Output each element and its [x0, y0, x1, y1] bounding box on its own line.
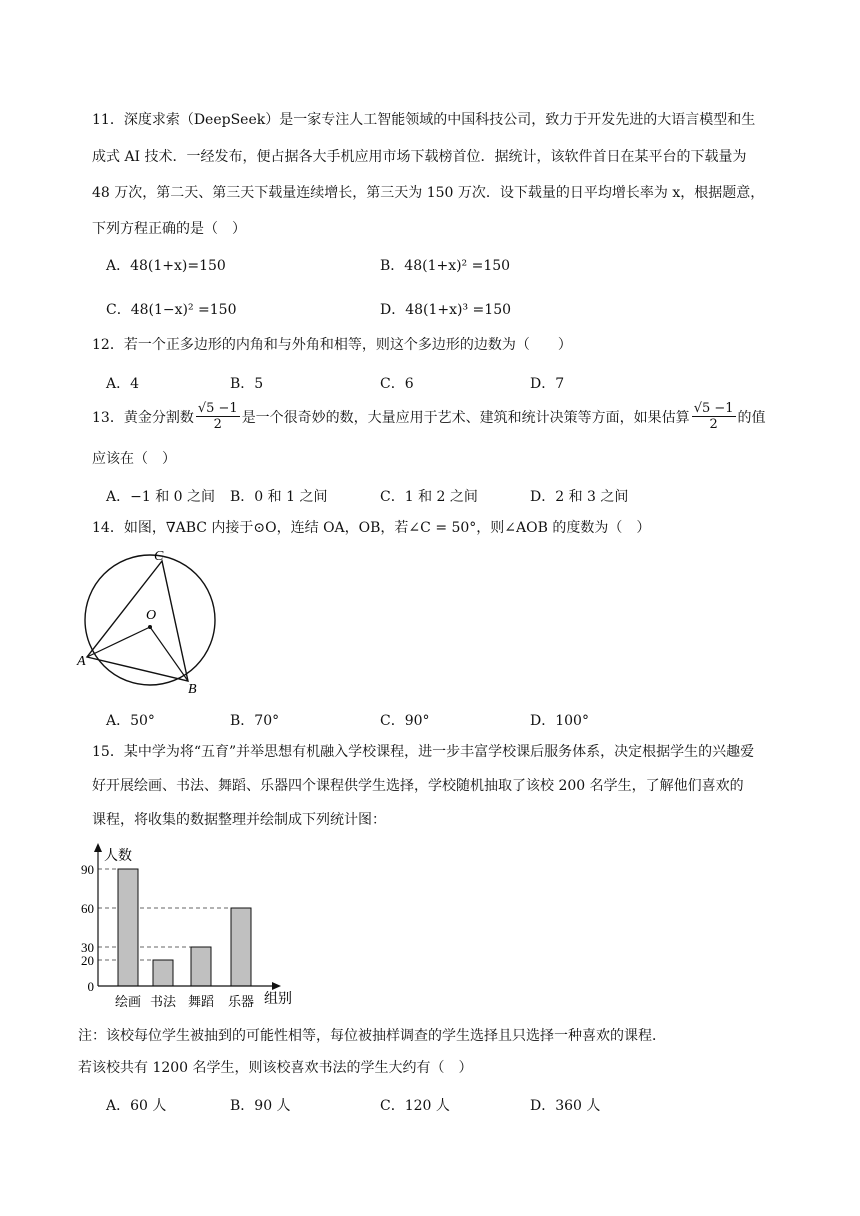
- q13-option-b[interactable]: B．0 和 1 之间: [230, 489, 328, 505]
- q14-option-a[interactable]: A．50°: [106, 713, 155, 729]
- fraction-numerator-2: √5 −1: [693, 401, 734, 416]
- center-point: [148, 625, 152, 629]
- q13-prefix: 13．黄金分割数: [92, 409, 194, 426]
- label-b: B: [188, 682, 197, 697]
- bar-chart: [74, 840, 314, 1010]
- bar-2: [191, 947, 211, 986]
- q14-option-d[interactable]: D．100°: [530, 713, 589, 729]
- q12-option-c[interactable]: C．6: [380, 376, 414, 392]
- q15-option-b[interactable]: B．90 人: [230, 1098, 291, 1114]
- y-axis-label: 人数: [104, 849, 132, 864]
- q14-option-b[interactable]: B．70°: [230, 713, 280, 729]
- q15-line1: 15．某中学为将“五育”并举思想有机融入学校课程，进一步丰富学校课后服务体系，决定根据学生的兴趣爱: [92, 744, 755, 760]
- x-tick-label-0: 绘画: [114, 994, 142, 1009]
- bar-0: [118, 869, 138, 986]
- q15-question: 若该校共有 1200 名学生，则该校喜欢书法的学生大约有（ ）: [78, 1060, 473, 1076]
- q12-option-b[interactable]: B．5: [230, 376, 264, 392]
- fraction-denominator-2: 2: [709, 417, 718, 432]
- chart-bars: [118, 869, 251, 986]
- q15-line3: 课程，将收集的数据整理并绘制成下列统计图：: [92, 812, 386, 828]
- q12-option-a[interactable]: A．4: [106, 376, 140, 392]
- q11-line4: 下列方程正确的是（ ）: [92, 221, 246, 237]
- q11-line3: 48 万次，第二天、第三天下载量连续增长，第三天为 150 万次．设下载量的日平均增长率为 x，根据题意，: [92, 185, 765, 201]
- x-tick-label-1: 书法: [149, 994, 177, 1009]
- label-c: C: [154, 549, 164, 564]
- q14-stem: 14．如图，∇ABC 内接于⊙O，连结 OA，OB，若∠C = 50°，则∠AOB 的度数为（ ）: [92, 520, 651, 536]
- q11-option-d[interactable]: D．48(1+x)³ =150: [380, 302, 512, 318]
- bar-1: [153, 960, 173, 986]
- fraction-denominator: 2: [213, 417, 222, 432]
- q15-option-c[interactable]: C．120 人: [380, 1098, 450, 1114]
- q13-line1: [92, 401, 766, 432]
- x-axis-arrow-icon: [272, 982, 281, 990]
- q12-option-d[interactable]: D．7: [530, 376, 565, 392]
- q15-note: 注：该校每位学生被抽到的可能性相等，每位被抽样调查的学生选择且只选择一种喜欢的课程．: [78, 1028, 666, 1044]
- q15-line2: 好开展绘画、书法、舞蹈、乐器四个课程供学生选择，学校随机抽取了该校 200 名学生，了解他们喜欢的: [92, 778, 744, 794]
- q11-option-b[interactable]: B．48(1+x)² =150: [380, 258, 511, 274]
- x-tick-label-3: 乐器: [227, 994, 255, 1009]
- segment-oa: [87, 627, 150, 657]
- q14-option-c[interactable]: C．90°: [380, 713, 430, 729]
- y-tick-label-0: 0: [87, 979, 94, 994]
- y-tick-label-2: 30: [81, 940, 94, 955]
- q11-line2: 成式 AI 技术．一经发布，便占据各大手机应用市场下载榜首位．据统计，该软件首日在某平台的下载量为: [92, 149, 747, 165]
- golden-ratio-fraction-2: [692, 401, 736, 432]
- bar-3: [231, 908, 251, 986]
- q13-option-d[interactable]: D．2 和 3 之间: [530, 489, 629, 505]
- label-a: A: [77, 654, 86, 669]
- y-tick-label-3: 60: [81, 901, 94, 916]
- q13-option-a[interactable]: A．−1 和 0 之间: [106, 489, 216, 505]
- fraction-numerator: √5 −1: [197, 401, 238, 416]
- circle-triangle-figure: [76, 545, 226, 697]
- golden-ratio-fraction: [196, 401, 240, 432]
- x-tick-label-2: 舞蹈: [187, 994, 215, 1009]
- label-o: O: [146, 608, 157, 623]
- q13-suffix: 的值: [737, 409, 766, 426]
- y-tick-label-4: 90: [81, 862, 94, 877]
- y-tick-label-1: 20: [81, 953, 94, 968]
- q11-option-a[interactable]: A．48(1+x)=150: [106, 258, 226, 274]
- x-tick-labels: [115, 994, 254, 1009]
- q12-stem: 12．若一个正多边形的内角和与外角和相等，则这个多边形的边数为（ ）: [92, 337, 572, 353]
- q15-option-d[interactable]: D．360 人: [530, 1098, 601, 1114]
- q13-option-c[interactable]: C．1 和 2 之间: [380, 489, 478, 505]
- q13-line2: 应该在（ ）: [92, 451, 176, 467]
- q11-option-c[interactable]: C．48(1−x)² =150: [106, 302, 237, 318]
- x-axis-label: 组别: [264, 992, 292, 1007]
- q11-line1: 11．深度求索（DeepSeek）是一家专注人工智能领域的中国科技公司，致力于开发先进的大语言模型和生: [92, 112, 756, 128]
- y-axis-arrow-icon: [94, 843, 102, 852]
- y-tick-labels: [81, 862, 94, 994]
- q13-middle: 是一个很奇妙的数，大量应用于艺术、建筑和统计决策等方面，如果估算: [241, 409, 690, 426]
- q15-option-a[interactable]: A．60 人: [106, 1098, 167, 1114]
